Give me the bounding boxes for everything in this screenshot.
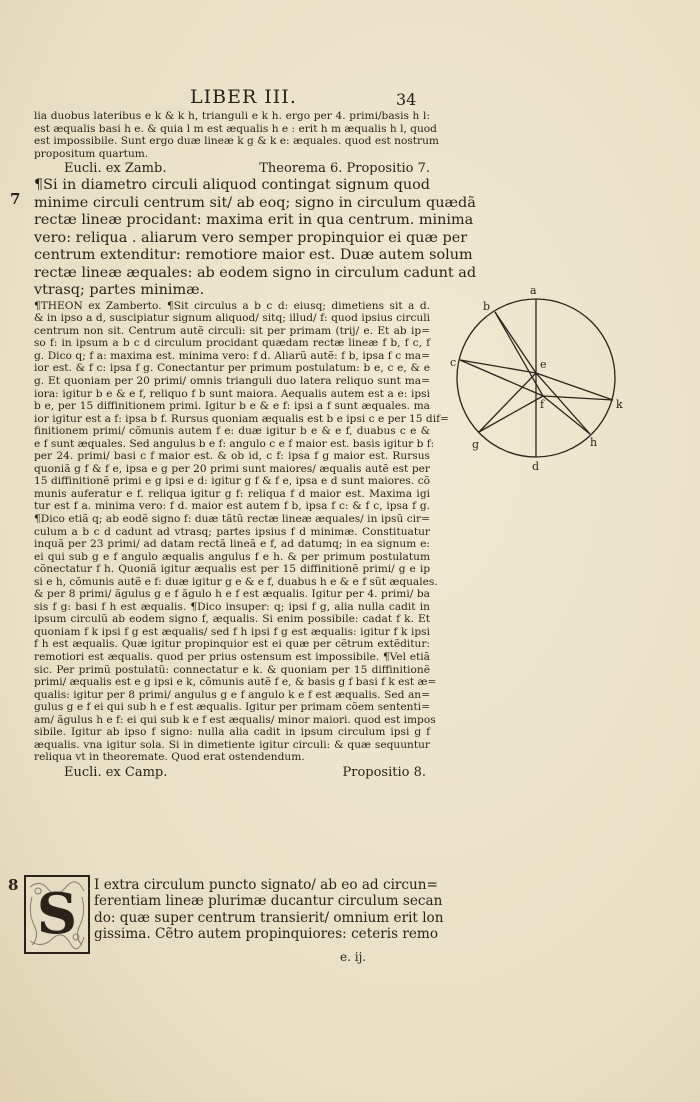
drop-line: I extra circulum puncto signato/ ab eo ad circun= <box>94 877 438 893</box>
main-text-block <box>34 110 477 781</box>
body-line: ei qui sub g e f angulo æqualis angulus f e h. & per primum postulatum <box>34 550 430 563</box>
body-line: & per 8 primi/ ãgulus g e f ãgulo h e f est æqualis. Igitur per 4. primi/ ba <box>34 588 430 601</box>
body-line: tur est f a. minima vero: f d. maior est autem f b, ipsa f c: & f c, ipsa f g. <box>34 500 430 513</box>
drop-line: do: quæ super centrum transierit/ omnium erit lon <box>94 909 444 926</box>
proposition-line: vtrasq; partes minimæ. <box>34 282 205 299</box>
body-line: 15 diffinitionẽ primi e g ipsi e d: igitur g f & f e, ipsa e d sunt maiores. cõ <box>34 475 430 488</box>
body-line: finitionem primi/ cõmunis autem f e: duæ igitur b e & e f, duabus c e & <box>34 425 430 438</box>
label-f: f <box>540 398 545 411</box>
body-line: ¶Dico etiã q; ab eodẽ signo f: duæ tãtũ rectæ lineæ æquales/ in ipsũ cir= <box>34 512 430 525</box>
label-g: g <box>472 438 480 451</box>
initial-letter: S <box>36 881 78 947</box>
proposition-line: rectæ lineæ procidant: maxima erit in qua centrum. minima <box>34 212 474 229</box>
label-h: h <box>590 436 598 449</box>
running-head: LIBER III. <box>190 86 297 108</box>
body-line: per 24. primi/ basi c f maior est. & ob id, c f: ipsa f g maior est. Rursus <box>34 450 430 463</box>
body-line: & in ipso a d, suscipiatur signum aliquod/ sitq; illud/ f: quod ipsius circuli <box>34 312 430 325</box>
margin-number-7: 7 <box>10 190 21 208</box>
proposition-line: centrum extenditur: remotiore maior est. Duæ autem solum <box>34 247 473 264</box>
body-line: f h est æqualis. Quæ igitur propinquior est ei quæ per cẽtrum extẽditur: <box>34 638 430 651</box>
section-heading <box>34 160 430 177</box>
drop-line: ferentiam lineæ plurimæ ducantur circulum secan <box>94 893 443 910</box>
line-ce <box>460 360 536 373</box>
text-line: est impossibile. Sunt ergo duæ lineæ k g & k e: æquales. quod est nostrum <box>34 135 439 148</box>
label-c: c <box>450 356 457 369</box>
heading-source: Eucli. ex Zamb. <box>64 161 167 177</box>
body-line: centrum non sit. Centrum autẽ circuli: sit per primam (trij/ e. Et ab ip= <box>34 324 430 337</box>
section-heading <box>34 764 430 781</box>
text-line: propositum quartum. <box>34 147 149 160</box>
text-line: lia duobus lateribus e k & k h, trianguli e k h. ergo per 4. primi/basis h l: <box>34 110 430 122</box>
body-line: ¶THEON ex Zamberto. ¶Sit circulus a b c d: eiusq; dimetiens sit a d. <box>34 299 430 312</box>
line-ge <box>479 373 536 432</box>
proposition-line: vero: reliqua . aliarum vero semper propinquior ei quæ per <box>34 229 468 246</box>
label-e: e <box>540 358 547 371</box>
body-line: sibile. Igitur ab ipso f signo: nulla alia cadit in ipsum circulum ipsi g f <box>34 726 430 739</box>
body-line: qualis: igitur per 8 primi/ angulus g e f angulo k e f est æqualis. Sed an= <box>34 688 430 701</box>
body-line: sic. Per primũ postulatũ: connectatur e k. & quoniam per 15 diffinitionẽ <box>34 663 430 676</box>
body-line: si e h, cõmunis autẽ e f: duæ igitur g e & e f, duabus h e & e f sũt æquales. <box>34 575 438 588</box>
line-hf <box>543 396 590 434</box>
circle-figure <box>450 280 640 473</box>
body-line: b e, per 15 diffinitionem primi. Igitur b e & e f: ipsi a f sunt æquales. ma <box>34 400 430 413</box>
geometric-diagram <box>450 280 640 474</box>
body-line: e f sunt æquales. Sed angulus b e f: angulo c e f maior est. basis igitur b f: <box>34 437 435 450</box>
line-be <box>495 312 536 373</box>
label-b: b <box>483 300 491 313</box>
body-line: iora: igitur b e & e f, reliquo f b sunt maiora. Aequalis autem est a e: ipsi <box>34 387 430 400</box>
body-line: g. Dico q; f a: maxima est. minima vero: f d. Aliarũ autẽ: f b, ipsa f c ma= <box>34 349 430 362</box>
page-header <box>190 86 460 108</box>
body-line: g. Et quoniam per 20 primi/ omnis trianguli duo latera reliquo sunt ma= <box>34 374 430 387</box>
body-line: munis auferatur e f. reliqua igitur g f: reliqua f d maior est. Maxima igi <box>34 487 430 500</box>
heading-proposition: Propositio 8. <box>342 764 426 780</box>
text-line: est æqualis basi h e. & quia l m est æqualis h e : erit h m æqualis h l, quod <box>34 122 437 135</box>
label-k: k <box>616 398 623 411</box>
proposition-8-text <box>94 877 444 942</box>
body-line: am/ ãgulus h e f: ei qui sub k e f est æqualis/ minor maiori. quod est impos <box>34 713 436 726</box>
body-line: cõnectatur f h. Quoniã igitur æqualis est per 15 diffinitionẽ primi/ g e ip <box>34 563 430 576</box>
body-line: primi/ æqualis est e g ipsi e k, cõmunis autẽ f e, & basis g f basi f k est æ= <box>34 676 437 689</box>
proposition-line: rectæ lineæ æquales: ab eodem signo in circulum cadunt ad <box>34 264 477 281</box>
body-line: remotiori est æqualis. quod per prius ostensum est impossibile. ¶Vel etiã <box>34 651 430 663</box>
body-line: reliqua vt in theoremate. Quod erat ostendendum. <box>34 751 305 764</box>
heading-theorem: Theorema 6. Propositio 7. <box>259 161 430 177</box>
body-line: ior igitur est a f: ipsa b f. Rursus quoniam æqualis est b e ipsi c e per 15 dif= <box>34 412 449 425</box>
heading-source: Eucli. ex Camp. <box>64 764 168 780</box>
body-line: inquã per 23 primi/ ad datam rectã lineã e f, ad datumq; in ea signum e: <box>34 538 430 551</box>
body-line: sis f g: basi f h est æqualis. ¶Dico insuper: q; ipsi f g, alia nulla cadit in <box>34 600 430 613</box>
body-line: quoniã g f & f e, ipsa e g per 20 primi sunt maiores/ æqualis autẽ est per <box>34 462 430 475</box>
label-d: d <box>532 460 540 473</box>
drop-line: gissima. Cẽtro autem propinquiores: ceteris remo <box>94 925 438 942</box>
line-gf <box>479 396 543 432</box>
proposition-line: minime circuli centrum sit/ ab eoq; signo in circulum quædã <box>34 194 476 211</box>
body-line: ipsum circulũ ab eodem signo f, æqualis. Si enim possibile: cadat f k. Et <box>34 613 430 626</box>
signature-mark: e. ij. <box>340 950 367 964</box>
proposition-line: ¶Si in diametro circuli aliquod contingat signum quod <box>34 177 430 194</box>
body-line: gulus g e f ei qui sub h e f est æqualis. Igitur per primam cõem sententi= <box>34 701 430 714</box>
margin-number-8: 8 <box>8 876 19 894</box>
body-line: ior est. & f c: ipsa f g. Conectantur per primum postulatum: b e, c e, & e <box>34 362 430 375</box>
body-line: culum a b c d cadunt ad vtrasq; partes ipsius f d minimæ. Constituatur <box>34 525 430 538</box>
body-line: quoniam f k ipsi f g est æqualis/ sed f h ipsi f g est æqualis: igitur f k ipsi <box>34 625 430 638</box>
decorated-initial <box>24 875 90 954</box>
folio-number: 34 <box>396 90 417 109</box>
body-line: so f: in ipsum a b c d circulum procidant quædam rectæ lineæ f b, f c, f <box>34 337 430 350</box>
body-line: æqualis. vna igitur sola. Si in dimetiente igitur circuli: & quæ sequuntur <box>34 738 430 751</box>
label-a: a <box>530 284 537 297</box>
